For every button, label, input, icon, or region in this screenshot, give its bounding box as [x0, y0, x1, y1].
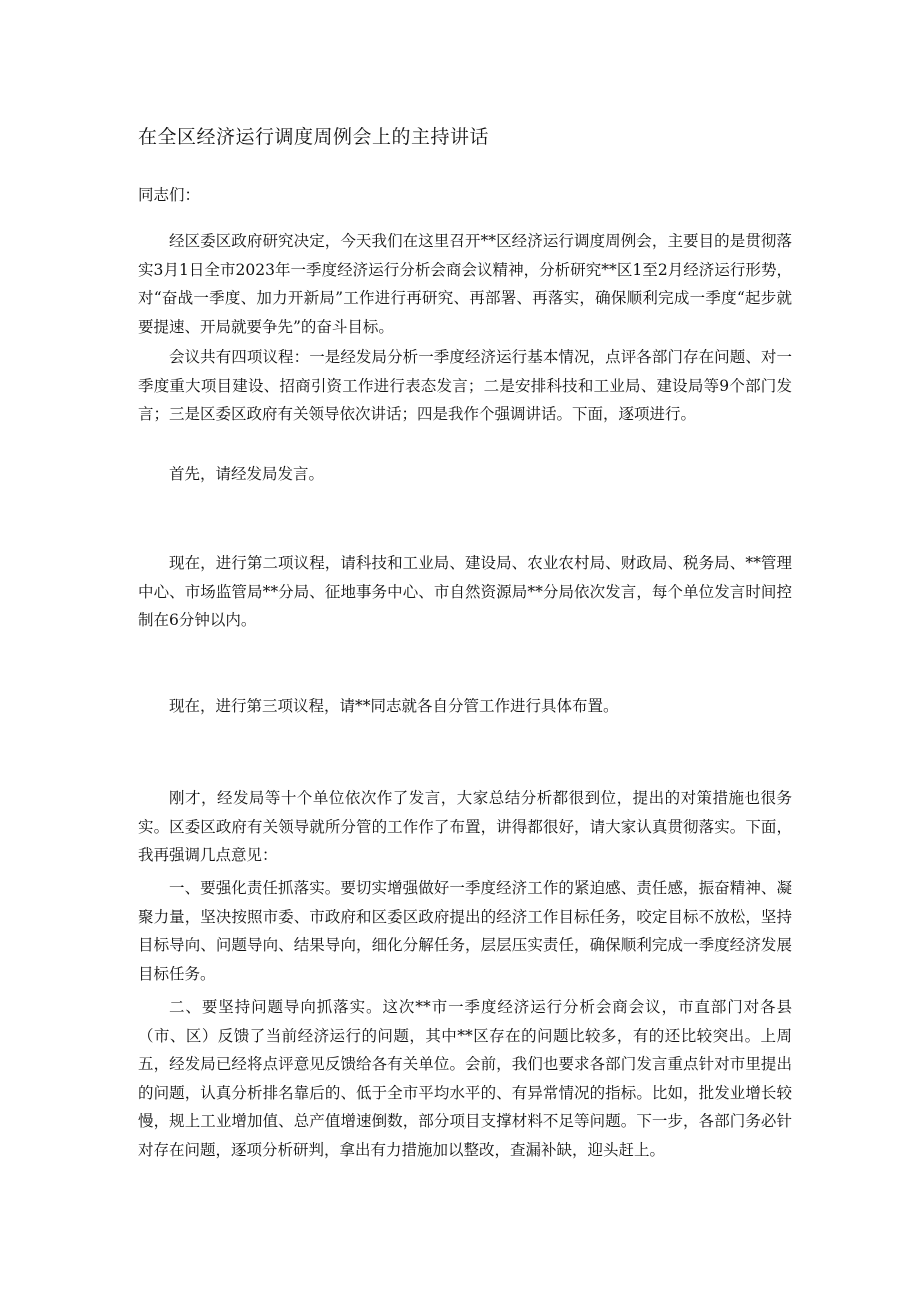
paragraph-third-item: 现在，进行第三项议程，请**同志就各自分管工作进行具体布置。	[169, 697, 619, 715]
document-title: 在全区经济运行调度周例会上的主持讲话	[138, 126, 490, 148]
salutation: 同志们：	[138, 186, 201, 204]
paragraph-first-item: 首先，请经发局发言。	[169, 465, 325, 483]
paragraph-second-item: 现在，进行第二项议程，请科技和工业局、建设局、农业农村局、财政局、税务局、**管理中心、市场监管局**分局、征地事务中心、市自然资源局**分局依次发言，每个单位发言时间控制在6分钟以内。	[138, 554, 792, 629]
paragraph-point-one: 一、要强化责任抓落实。要切实增强做好一季度经济工作的紧迫感、责任感，振奋精神、凝聚力量，坚决按照市委、市政府和区委区政府提出的经济工作目标任务，咬定目标不放松，坚持目标导向、问题导向、结果导向，细化分解任务，层层压实责任，确保顺利完成一季度经济发展目标任务。	[138, 879, 792, 983]
paragraph-agenda: 会议共有四项议程：一是经发局分析一季度经济运行基本情况，点评各部门存在问题、对一季度重大项目建设、招商引资工作进行表态发言；二是安排科技和工业局、建设局等9个部门发言；三是区委区政府有关领导依次讲话；四是我作个强调讲话。下面，逐项进行。	[138, 348, 792, 423]
paragraph-opening: 经区委区政府研究决定，今天我们在这里召开**区经济运行调度周例会，主要目的是贯彻落实3月1日全市2023年一季度经济运行分析会商会议精神，分析研究**区1至2月经济运行形势，对“奋战一季度、加力开新局”工作进行再研究、再部署、再落实，确保顺利完成一季度“起步就要提速、开局就要争先”的奋斗目标。	[138, 232, 792, 336]
paragraph-summary: 刚才，经发局等十个单位依次作了发言，大家总结分析都很到位，提出的对策措施也很务实。区委区政府有关领导就所分管的工作作了布置，讲得都很好，请大家认真贯彻落实。下面，我再强调几点意见：	[138, 789, 792, 864]
paragraph-point-two: 二、要坚持问题导向抓落实。这次**市一季度经济运行分析会商会议，市直部门对各县（市、区）反馈了当前经济运行的问题，其中**区存在的问题比较多，有的还比较突出。上周五，经发局已经将点评意见反馈给各有关单位。会前，我们也要求各部门发言重点针对市里提出的问题，认真分析排名靠后的、低于全市平均水平的、有异常情况的指标。比如，批发业增长较慢，规上工业增加值、总产值增速倒数，部分项目支撑材料不足等问题。下一步，各部门务必针对存在问题，逐项分析研判，拿出有力措施加以整改，查漏补缺，迎头赶上。	[138, 998, 792, 1159]
